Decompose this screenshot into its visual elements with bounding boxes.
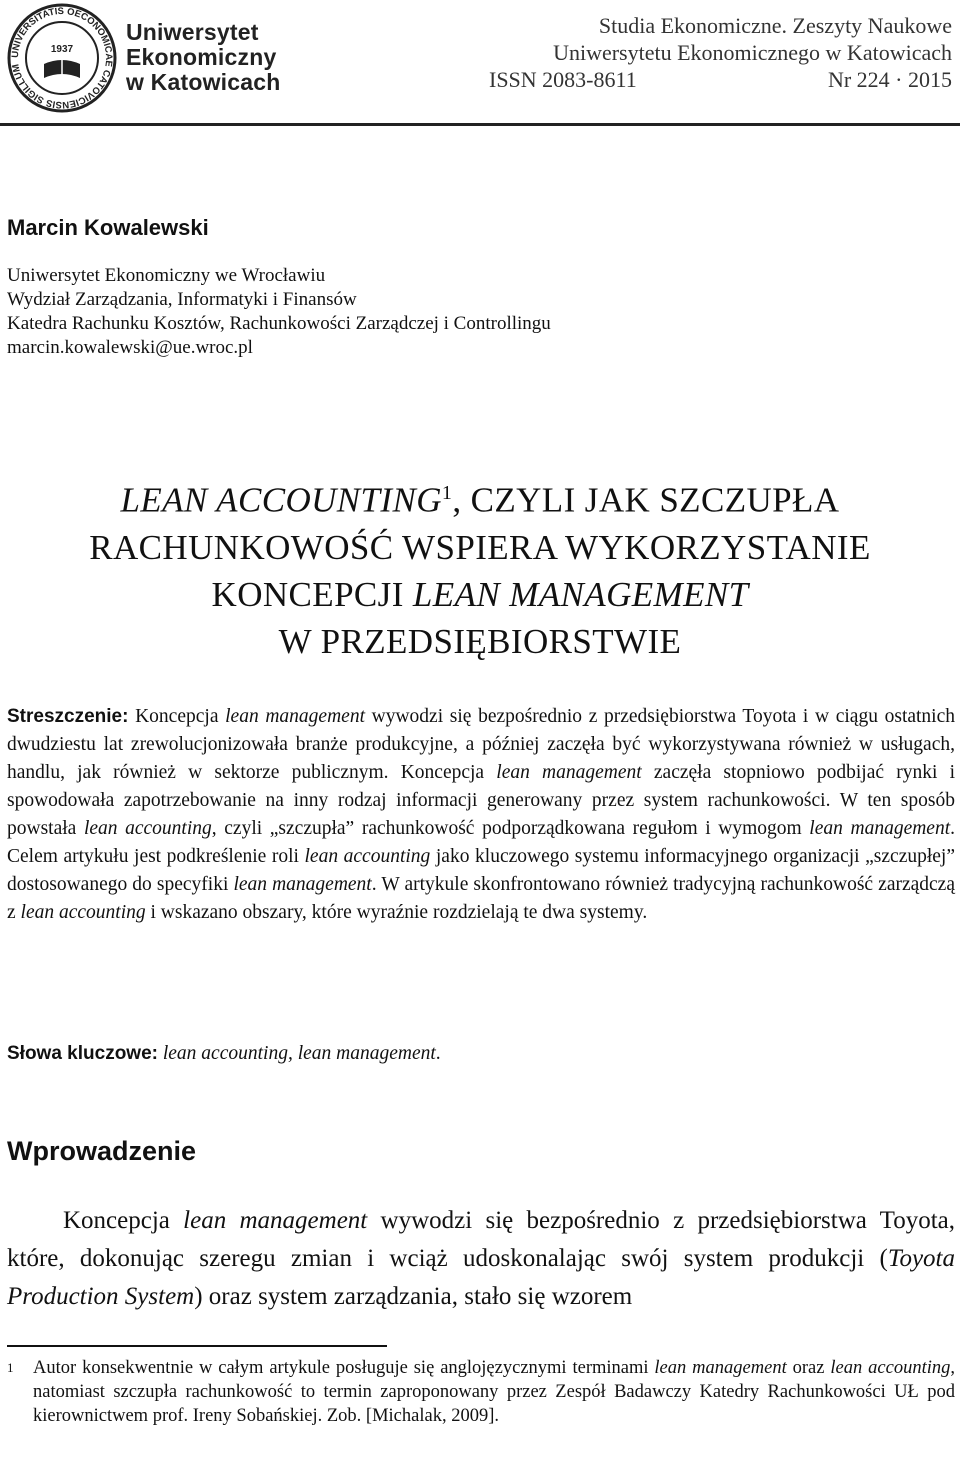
footnote-number: 1 [7,1360,14,1375]
abstract-text: , czyli „szczupła” rachunkowość podporządkowana regułom i wymogom [211,818,810,839]
intro-term: Toyota Production System [7,1245,955,1310]
journal-title: Studia Ekonomiczne. Zeszyty Naukowe [598,13,952,38]
abstract-term: lean accounting [20,902,146,923]
keywords-end: . [435,1043,441,1064]
abstract-text: zaczęła stopniowo podbijać rynki i spowodowała zapotrzebowanie na inny rodzaj informacji generowany przez system rachunkowości. W ten sposób powstała [7,762,955,839]
footnote-rule [7,1345,387,1347]
abstract-text: Koncepcja [128,706,226,727]
footnote [7,1356,955,1428]
intro-text: Koncepcja [63,1207,184,1234]
footnote-term: lean accounting [830,1358,951,1378]
title-part-5: LEAN MANAGEMENT [412,574,749,614]
title-part-6: W PRZEDSIĘBIORSTWIE [278,621,682,661]
affiliation-university: Uniwersytet Ekonomiczny we Wrocławiu [7,265,326,286]
affiliation-faculty: Wydział Zarządzania, Informatyki i Finansów [7,289,357,310]
article-title [0,470,960,665]
issn: ISSN 2083-8611 [489,67,637,92]
keywords-list: lean accounting, lean management [157,1043,436,1064]
abstract-label: Streszczenie: [7,706,129,727]
logo-line-1: Uniwersytet [126,19,259,45]
keywords [7,1040,955,1068]
logo-line-2: Ekonomiczny [126,44,277,70]
abstract-term: lean management [809,818,951,839]
abstract [7,703,955,927]
affiliation-department: Katedra Rachunku Kosztów, Rachunkowości Zarządczej i Controllingu [7,313,551,334]
intro-text: ) oraz system zarządzania, stało się wzorem [194,1283,633,1310]
footnote-text: oraz [786,1358,831,1378]
title-part-3: RACHUNKOWOŚĆ WSPIERA WYKORZYSTANIE [89,527,871,567]
keywords-label: Słowa kluczowe: [7,1043,158,1064]
abstract-text: . W artykule skonfrontowano również tradycyjną rachunkowość zarządczą z [7,874,955,923]
abstract-text: jako kluczowego systemu informacyjnego organizacji „szczupłej” dostosowanego do specyfiki [7,846,955,895]
journal-info [489,12,952,93]
abstract-text: wywodzi się bezpośrednio z przedsiębiorstwa Toyota i w ciągu ostatnich dwudziestu lat zrewolucjonizowała branże produkcyjne, a później zaczęła być wykorzystywana również w usługach, handlu, jak również w sektorze publicznym. Koncepcja [7,706,956,783]
issue-row [489,66,952,93]
footnote-ref[interactable]: 1 [441,482,453,504]
author-affiliation [7,264,551,360]
seal-year: 1937 [50,44,74,55]
abstract-term: lean accounting [304,846,431,867]
footnote-term: lean management [654,1358,787,1378]
seal-ring-text: UNIVERSITATIS OECONOMICAE CATOVICIENSIS SIGILLUM [9,5,115,111]
abstract-text: . Celem artykułu jest podkreślenie roli [7,818,956,867]
abstract-term: lean accounting [83,818,212,839]
university-seal-logo [6,2,118,114]
author-email[interactable]: marcin.kowalewski@ue.wroc.pl [7,337,253,358]
abstract-term: lean management [233,874,372,895]
university-name-logo [126,20,281,95]
intro-text: wywodzi się bezpośrednio z przedsiębiorstwa Toyota, które, dokonując szeregu zmian i wciąż udoskonalając swój system produkcji ( [7,1207,955,1272]
logo-line-3: w Katowicach [126,69,281,95]
intro-term: lean management [183,1207,368,1234]
footnote-text: , natomiast szczupła rachunkowość to termin zaproponowany przez Zespół Badawczy Katedry Rachunkowości UŁ pod kierownictwem prof. Ireny Sobańskiej. Zob. [Michalak, 2009]. [33,1358,955,1426]
abstract-text: i wskazano obszary, które wyraźnie rozdzielają te dwa systemy. [145,902,648,923]
abstract-term: lean management [225,706,365,727]
issue-number: Nr 224 · 2015 [827,67,952,92]
title-part-1: LEAN ACCOUNTING [120,480,442,520]
title-part-4: KONCEPCJI [211,574,413,614]
intro-paragraph [7,1202,955,1316]
abstract-term: lean management [496,762,642,783]
journal-publisher: Uniwersytetu Ekonomicznego w Katowicach [553,40,952,65]
footnote-text: Autor konsekwentnie w całym artykule posługuje się anglojęzycznymi terminami [33,1358,655,1378]
section-heading: Wprowadzenie [7,1136,197,1166]
title-part-2: , CZYLI JAK SZCZUPŁA [452,480,840,520]
header-divider [0,123,960,126]
author-name: Marcin Kowalewski [7,215,209,240]
